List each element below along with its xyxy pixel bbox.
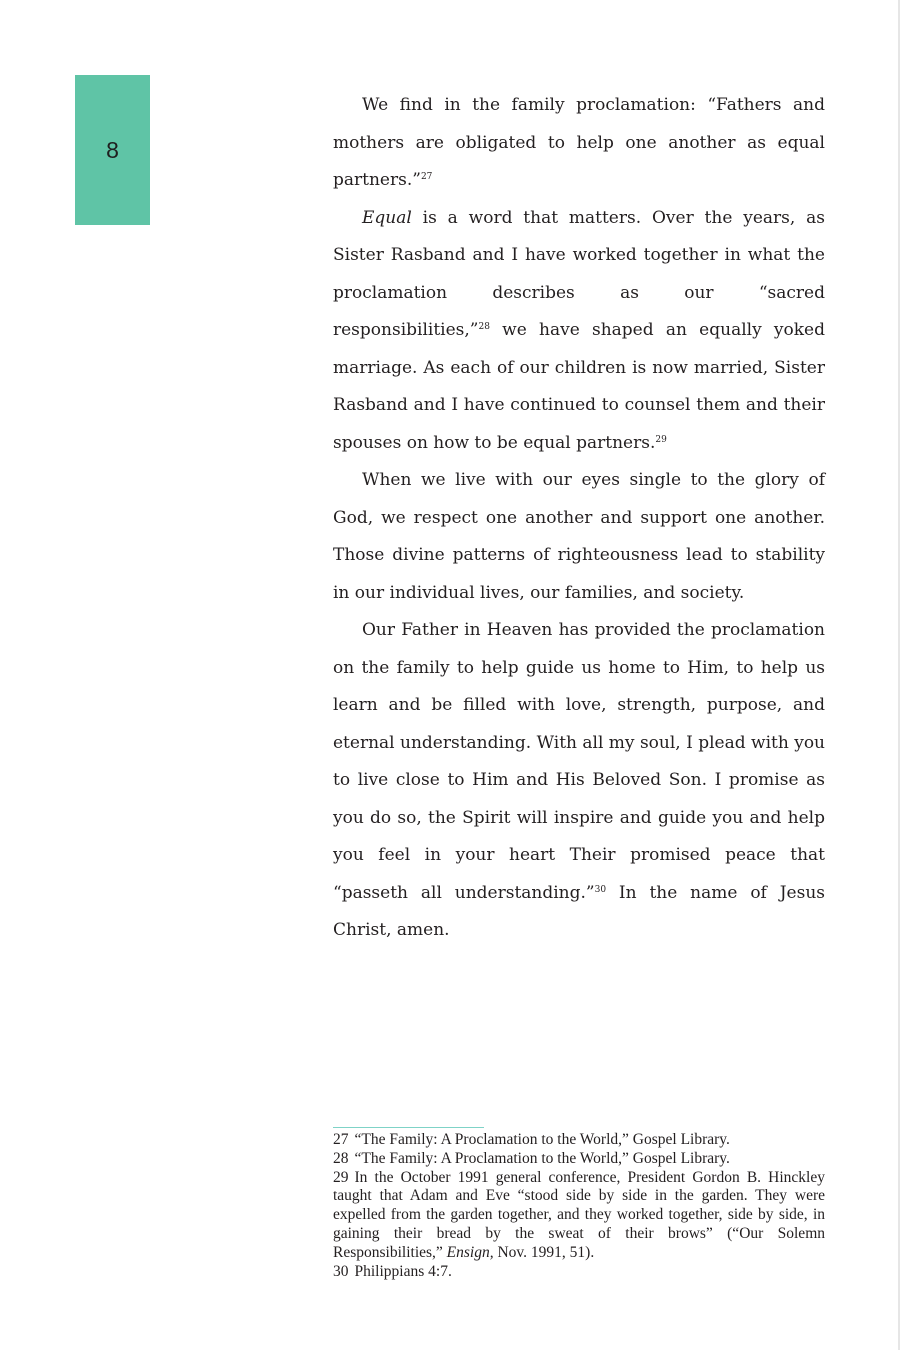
paragraph-2-lead: Equal bbox=[362, 207, 412, 228]
paragraph-2 bbox=[333, 200, 825, 463]
paragraph-3 bbox=[333, 462, 825, 612]
footnote-citation-italic: Ensign, bbox=[446, 1243, 494, 1261]
footnote-30 bbox=[333, 1263, 825, 1282]
footnote-ref-30[interactable]: 30 bbox=[594, 884, 607, 895]
footnote-ref-29[interactable]: 29 bbox=[655, 434, 667, 445]
paragraph-2-text-a: is a word that matters. Over the years, as Sister Rasband and I have worked together in what the proclamation describes as our “sacred responsibilities,” bbox=[333, 207, 825, 340]
footnote-28 bbox=[333, 1150, 825, 1169]
paragraph-4-text-a: Our Father in Heaven has provided the proclamation on the family to help guide us home to Him, to help us learn and be filled with love, strength, purpose, and eternal understanding. With all my soul, I plead with you to live close to Him and His Beloved Son. I promise as you do so, the Spirit will inspire and guide you and help you feel in your heart Their promised peace that “passeth all understanding.” bbox=[333, 620, 825, 903]
paragraph-4-text-b: In the name of Jesus Christ, amen. bbox=[333, 882, 825, 940]
footnote-number: 28 bbox=[333, 1149, 349, 1167]
body-text bbox=[333, 87, 825, 950]
footnote-text: “The Family: A Proclamation to the World,” Gospel Library. bbox=[354, 1131, 730, 1148]
paragraph-4 bbox=[333, 612, 825, 950]
paragraph-3-text: When we live with our eyes single to the glory of God, we respect one another and support one another. Those divine patterns of righteousness lead to stability in our individual lives, our families, and society. bbox=[333, 470, 825, 603]
page-number-tab bbox=[75, 75, 150, 225]
footnote-number: 30 bbox=[333, 1262, 349, 1280]
paragraph-1 bbox=[333, 87, 825, 200]
page-number: 8 bbox=[106, 137, 119, 163]
footnote-27 bbox=[333, 1131, 825, 1150]
footnote-divider bbox=[333, 1127, 484, 1128]
footnote-number: 29 bbox=[333, 1168, 349, 1186]
paragraph-1-text: We find in the family proclamation: “Fathers and mothers are obligated to help one another as equal partners.” bbox=[333, 95, 825, 190]
footnote-text: In the October 1991 general conference, President Gordon B. Hinckley taught that Adam and Eve “stood side by side in the garden. They were expelled from the garden together, and they worked together, side by side, in gaining their bread by the sweat of their brows” (“Our Solemn Responsibilities,” bbox=[333, 1168, 825, 1261]
footnote-29 bbox=[333, 1169, 825, 1263]
footnote-text: Philippians 4:7. bbox=[354, 1262, 452, 1280]
footnote-text-end: Nov. 1991, 51). bbox=[493, 1243, 595, 1261]
footnotes bbox=[333, 1131, 825, 1281]
paragraph-2-text-b: we have shaped an equally yoked marriage. As each of our children is now married, Sister Rasband and I have continued to counsel them and their spouses on how to be equal partners. bbox=[333, 320, 825, 453]
footnote-ref-28[interactable]: 28 bbox=[478, 322, 490, 332]
footnote-number: 27 bbox=[333, 1131, 349, 1148]
footnote-text: “The Family: A Proclamation to the World,” Gospel Library. bbox=[354, 1149, 730, 1167]
footnote-ref-27[interactable]: 27 bbox=[420, 172, 433, 182]
